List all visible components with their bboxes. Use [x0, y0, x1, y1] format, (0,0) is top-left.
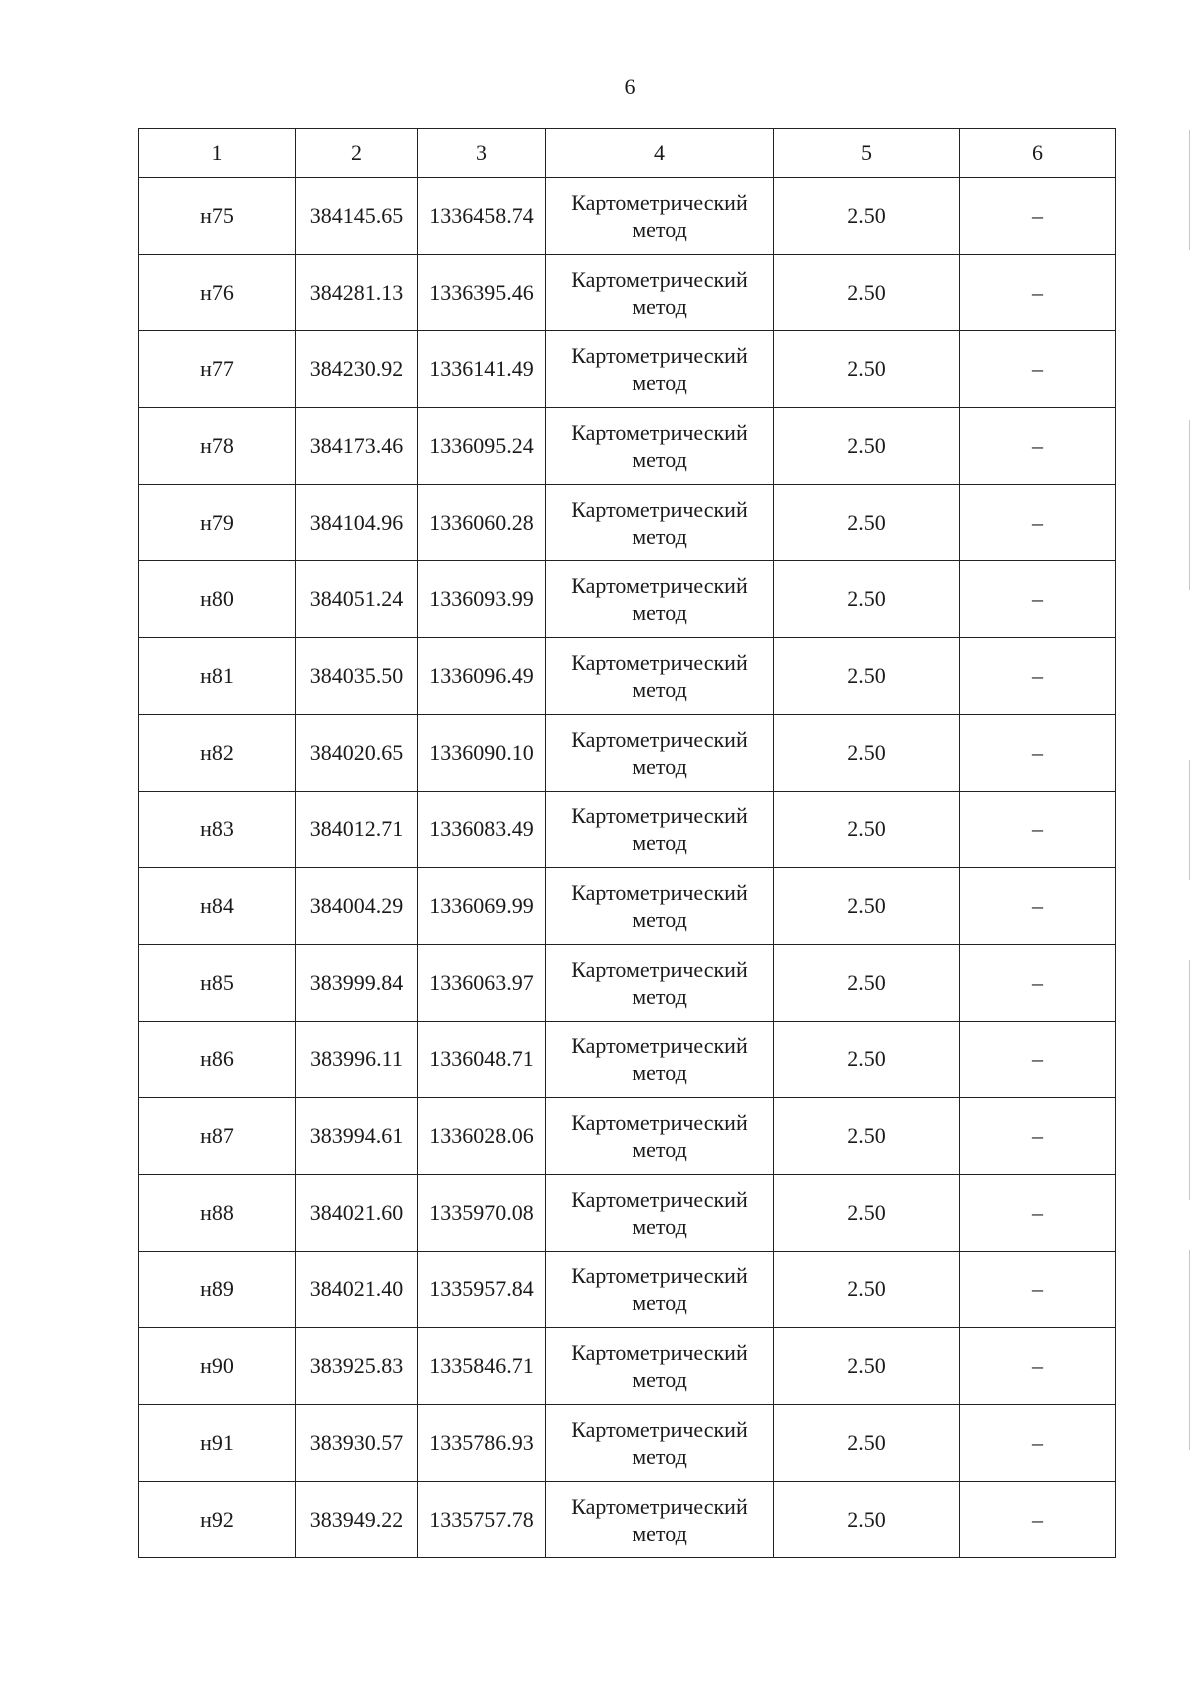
point-number-cell: н75: [139, 178, 296, 255]
point-number-cell: н84: [139, 868, 296, 945]
method-line: метод: [632, 523, 687, 549]
description-cell: –: [960, 254, 1116, 331]
table-row: [139, 484, 1116, 561]
x-coordinate-cell: 384020.65: [296, 714, 418, 791]
x-coordinate-cell: 384145.65: [296, 178, 418, 255]
scan-artifact: [1189, 420, 1190, 590]
x-coordinate-cell: 384230.92: [296, 331, 418, 408]
scan-artifact: [1189, 960, 1190, 1200]
method-line: метод: [632, 1367, 687, 1393]
method-line: Картометрический: [571, 956, 748, 982]
accuracy-cell: 2.50: [774, 638, 960, 715]
table-row: [139, 868, 1116, 945]
y-coordinate-cell: 1336083.49: [418, 791, 546, 868]
point-number-cell: н81: [139, 638, 296, 715]
description-cell: –: [960, 1098, 1116, 1175]
point-number-cell: н82: [139, 714, 296, 791]
accuracy-cell: 2.50: [774, 791, 960, 868]
method-line: метод: [632, 676, 687, 702]
point-number-cell: н85: [139, 944, 296, 1021]
x-coordinate-cell: 383996.11: [296, 1021, 418, 1098]
method-line: метод: [632, 293, 687, 319]
table-row: [139, 944, 1116, 1021]
method-line: Картометрический: [571, 573, 748, 599]
point-number-cell: н86: [139, 1021, 296, 1098]
method-line: метод: [632, 1137, 687, 1163]
method-line: метод: [632, 1060, 687, 1086]
description-cell: –: [960, 1021, 1116, 1098]
method-line: метод: [632, 830, 687, 856]
method-line: Картометрический: [571, 1416, 748, 1442]
table-row: [139, 408, 1116, 485]
accuracy-cell: 2.50: [774, 331, 960, 408]
x-coordinate-cell: 383925.83: [296, 1328, 418, 1405]
description-cell: –: [960, 1405, 1116, 1482]
table-row: [139, 791, 1116, 868]
accuracy-cell: 2.50: [774, 1405, 960, 1482]
x-coordinate-cell: 383949.22: [296, 1481, 418, 1558]
method-line: Картометрический: [571, 496, 748, 522]
method-cell: [546, 868, 774, 945]
description-cell: –: [960, 1251, 1116, 1328]
description-cell: –: [960, 714, 1116, 791]
y-coordinate-cell: 1336096.49: [418, 638, 546, 715]
column-header: 4: [546, 129, 774, 178]
method-line: Картометрический: [571, 189, 748, 215]
y-coordinate-cell: 1336090.10: [418, 714, 546, 791]
method-line: Картометрический: [571, 803, 748, 829]
point-number-cell: н89: [139, 1251, 296, 1328]
description-cell: –: [960, 868, 1116, 945]
accuracy-cell: 2.50: [774, 484, 960, 561]
table-row: [139, 638, 1116, 715]
accuracy-cell: 2.50: [774, 408, 960, 485]
method-cell: [546, 1251, 774, 1328]
point-number-cell: н77: [139, 331, 296, 408]
description-cell: –: [960, 408, 1116, 485]
y-coordinate-cell: 1336093.99: [418, 561, 546, 638]
accuracy-cell: 2.50: [774, 1328, 960, 1405]
accuracy-cell: 2.50: [774, 254, 960, 331]
method-line: Картометрический: [571, 1340, 748, 1366]
method-cell: [546, 331, 774, 408]
table-row: [139, 714, 1116, 791]
point-number-cell: н87: [139, 1098, 296, 1175]
y-coordinate-cell: 1336060.28: [418, 484, 546, 561]
method-line: Картометрический: [571, 726, 748, 752]
method-line: Картометрический: [571, 1110, 748, 1136]
description-cell: –: [960, 484, 1116, 561]
point-number-cell: н79: [139, 484, 296, 561]
column-header: 2: [296, 129, 418, 178]
column-header: 1: [139, 129, 296, 178]
table-row: [139, 1405, 1116, 1482]
method-line: Картометрический: [571, 1033, 748, 1059]
y-coordinate-cell: 1336048.71: [418, 1021, 546, 1098]
y-coordinate-cell: 1335846.71: [418, 1328, 546, 1405]
accuracy-cell: 2.50: [774, 1174, 960, 1251]
y-coordinate-cell: 1336141.49: [418, 331, 546, 408]
x-coordinate-cell: 384051.24: [296, 561, 418, 638]
x-coordinate-cell: 384021.40: [296, 1251, 418, 1328]
method-cell: [546, 484, 774, 561]
method-cell: [546, 1174, 774, 1251]
point-number-cell: н76: [139, 254, 296, 331]
x-coordinate-cell: 384035.50: [296, 638, 418, 715]
method-cell: [546, 791, 774, 868]
x-coordinate-cell: 383994.61: [296, 1098, 418, 1175]
method-line: Картометрический: [571, 419, 748, 445]
y-coordinate-cell: 1335786.93: [418, 1405, 546, 1482]
coordinates-table: [138, 128, 1116, 1558]
method-line: метод: [632, 1443, 687, 1469]
method-line: метод: [632, 907, 687, 933]
table-body: [139, 178, 1116, 1558]
method-line: Картометрический: [571, 1493, 748, 1519]
y-coordinate-cell: 1335757.78: [418, 1481, 546, 1558]
scan-artifact: [1189, 130, 1190, 250]
description-cell: –: [960, 638, 1116, 715]
y-coordinate-cell: 1336063.97: [418, 944, 546, 1021]
x-coordinate-cell: 383999.84: [296, 944, 418, 1021]
accuracy-cell: 2.50: [774, 714, 960, 791]
method-cell: [546, 254, 774, 331]
accuracy-cell: 2.50: [774, 944, 960, 1021]
method-cell: [546, 1481, 774, 1558]
accuracy-cell: 2.50: [774, 178, 960, 255]
x-coordinate-cell: 383930.57: [296, 1405, 418, 1482]
method-cell: [546, 638, 774, 715]
description-cell: –: [960, 331, 1116, 408]
y-coordinate-cell: 1336395.46: [418, 254, 546, 331]
description-cell: –: [960, 178, 1116, 255]
method-cell: [546, 408, 774, 485]
table-row: [139, 1481, 1116, 1558]
column-header: 5: [774, 129, 960, 178]
point-number-cell: н83: [139, 791, 296, 868]
table-row: [139, 1251, 1116, 1328]
table-row: [139, 1021, 1116, 1098]
point-number-cell: н78: [139, 408, 296, 485]
description-cell: –: [960, 561, 1116, 638]
table-row: [139, 1174, 1116, 1251]
method-line: метод: [632, 1290, 687, 1316]
x-coordinate-cell: 384012.71: [296, 791, 418, 868]
column-header: 6: [960, 129, 1116, 178]
description-cell: –: [960, 1328, 1116, 1405]
method-line: метод: [632, 753, 687, 779]
method-line: метод: [632, 983, 687, 1009]
y-coordinate-cell: 1336069.99: [418, 868, 546, 945]
method-line: метод: [632, 1520, 687, 1546]
method-line: метод: [632, 370, 687, 396]
method-line: метод: [632, 446, 687, 472]
x-coordinate-cell: 384004.29: [296, 868, 418, 945]
x-coordinate-cell: 384173.46: [296, 408, 418, 485]
method-line: Картометрический: [571, 343, 748, 369]
y-coordinate-cell: 1336095.24: [418, 408, 546, 485]
accuracy-cell: 2.50: [774, 868, 960, 945]
method-cell: [546, 714, 774, 791]
accuracy-cell: 2.50: [774, 1481, 960, 1558]
table-row: [139, 1328, 1116, 1405]
method-cell: [546, 1021, 774, 1098]
method-line: метод: [632, 1213, 687, 1239]
point-number-cell: н91: [139, 1405, 296, 1482]
table-row: [139, 254, 1116, 331]
method-line: Картометрический: [571, 1186, 748, 1212]
description-cell: –: [960, 1481, 1116, 1558]
method-cell: [546, 1098, 774, 1175]
description-cell: –: [960, 1174, 1116, 1251]
method-line: Картометрический: [571, 1263, 748, 1289]
method-line: метод: [632, 600, 687, 626]
point-number-cell: н90: [139, 1328, 296, 1405]
method-line: Картометрический: [571, 266, 748, 292]
method-cell: [546, 1405, 774, 1482]
point-number-cell: н92: [139, 1481, 296, 1558]
point-number-cell: н80: [139, 561, 296, 638]
method-cell: [546, 944, 774, 1021]
scan-artifact: [1189, 1250, 1190, 1450]
method-cell: [546, 178, 774, 255]
y-coordinate-cell: 1336458.74: [418, 178, 546, 255]
table-row: [139, 331, 1116, 408]
accuracy-cell: 2.50: [774, 1251, 960, 1328]
method-line: Картометрический: [571, 880, 748, 906]
table-row: [139, 561, 1116, 638]
description-cell: –: [960, 791, 1116, 868]
y-coordinate-cell: 1335970.08: [418, 1174, 546, 1251]
x-coordinate-cell: 384104.96: [296, 484, 418, 561]
point-number-cell: н88: [139, 1174, 296, 1251]
y-coordinate-cell: 1335957.84: [418, 1251, 546, 1328]
accuracy-cell: 2.50: [774, 561, 960, 638]
page-number: 6: [624, 74, 636, 99]
x-coordinate-cell: 384281.13: [296, 254, 418, 331]
table-row: [139, 1098, 1116, 1175]
method-cell: [546, 1328, 774, 1405]
x-coordinate-cell: 384021.60: [296, 1174, 418, 1251]
method-cell: [546, 561, 774, 638]
method-line: Картометрический: [571, 649, 748, 675]
description-cell: –: [960, 944, 1116, 1021]
column-header: 3: [418, 129, 546, 178]
accuracy-cell: 2.50: [774, 1021, 960, 1098]
y-coordinate-cell: 1336028.06: [418, 1098, 546, 1175]
accuracy-cell: 2.50: [774, 1098, 960, 1175]
scan-artifact: [1189, 760, 1190, 880]
table-row: [139, 178, 1116, 255]
header-row: [139, 129, 1116, 178]
method-line: метод: [632, 216, 687, 242]
